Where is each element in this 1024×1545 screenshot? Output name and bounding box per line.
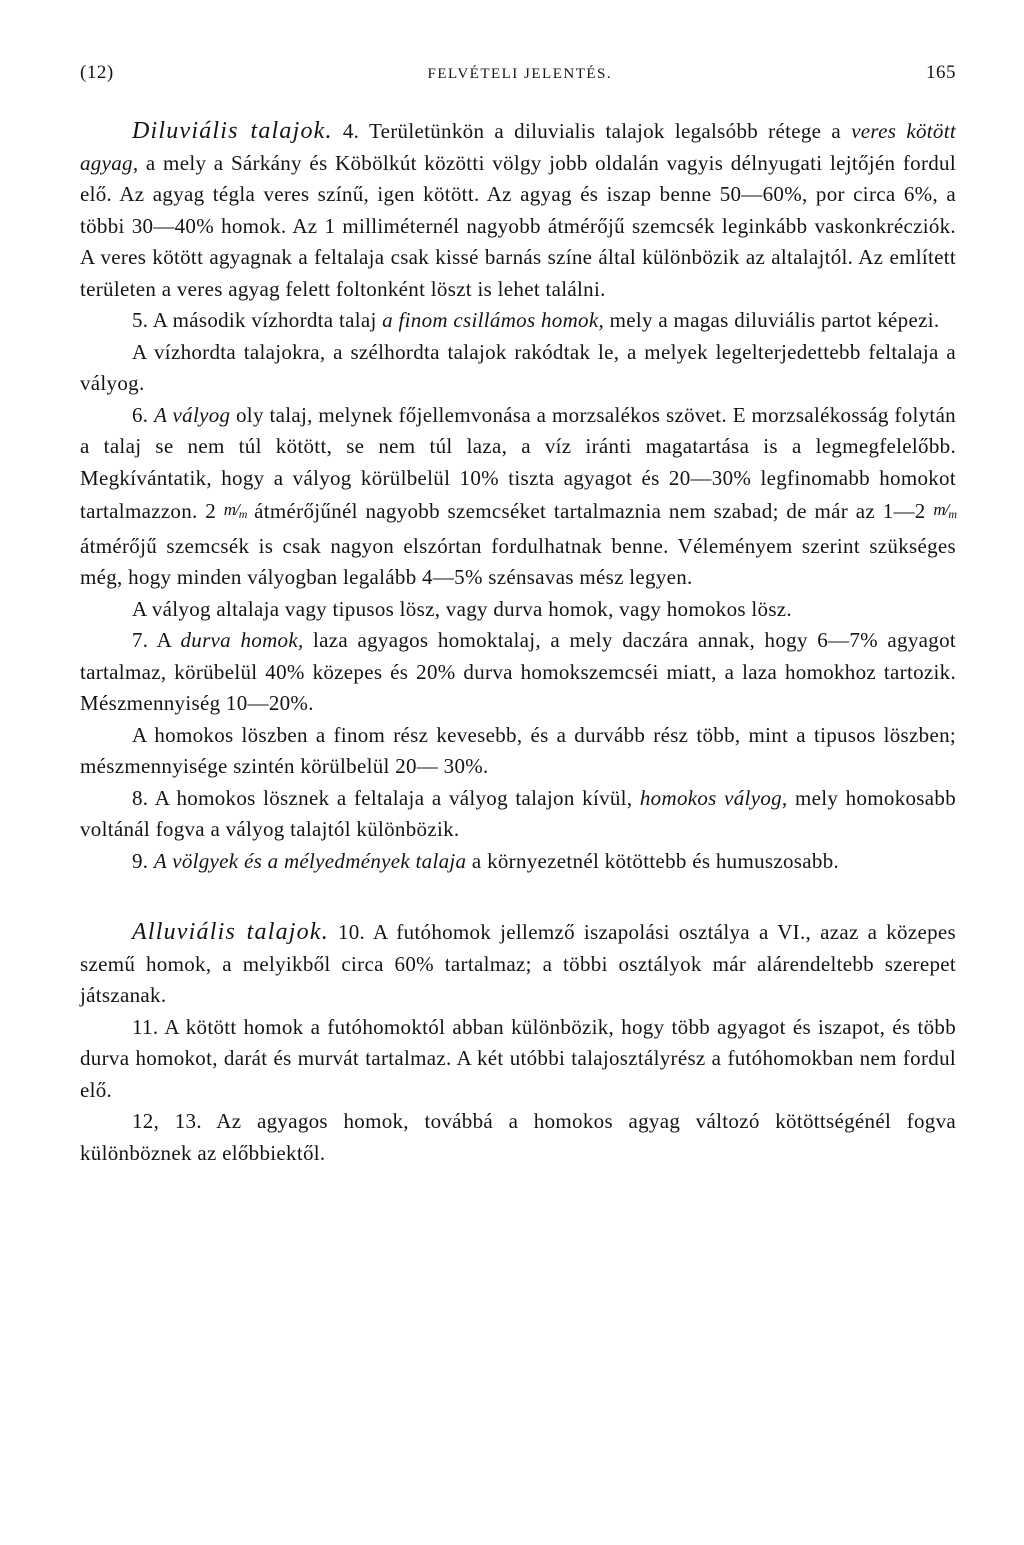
body-text xyxy=(80,116,956,1169)
paragraph-text: A vályog altalaja vagy tipusos lösz, vagy durva homok, vagy homokos lösz. xyxy=(132,596,792,621)
section-heading-alluvial: Alluviális talajok. xyxy=(132,919,329,945)
paragraph-7 xyxy=(80,625,956,720)
paragraph-text: 12, 13. Az agyagos homok, továbbá a homokos agyag változó kötöttségénél fogva különböznek az előbbiektől. xyxy=(80,1109,956,1165)
paragraph-9 xyxy=(80,846,956,878)
paragraph-text: 5. A második vízhordta talaj xyxy=(132,308,383,332)
paragraph-text: átmérőjűnél nagyobb szemcséket tartalmaznia nem szabad; de már az 1—2 xyxy=(246,499,934,523)
paragraph-text: laza agyagos homoktalaj, a mely daczára annak, hogy 6—7% agyagot tartalmaz, körübelül 40% közepes és 20% durva homokszemcséi miatt, a laza homokhoz tartozik. Mészmennyiség 10—20%. xyxy=(80,628,956,715)
paragraph-text: A vízhordta talajokra, a szélhordta talajok rakódtak le, a melyek legelterjedettebb feltalaja a vályog. xyxy=(80,339,956,395)
paragraph-text: 11. A kötött homok a futóhomoktól abban különbözik, hogy több agyagot és iszapot, és több durva homokot, darát és murvát tartalmaz. A két utóbbi talajosztályrész a futóhomokban nem fordul elő. xyxy=(80,1014,956,1102)
running-header xyxy=(80,62,956,84)
unit-denominator: m xyxy=(948,507,956,521)
paragraph-text: átmérőjű szemcsék is csak nagyon elszórtan fordulhatnak benne. Véleményem szerint szükséges még, hogy minden vályogban legalább 4—5% szénsavas mész legyen. xyxy=(80,533,956,589)
paragraph-text: 9. xyxy=(132,848,154,873)
emphasis-text: A völgyek és a mélyedmények talaja xyxy=(153,848,467,873)
emphasis-text: veres kötött agyag, xyxy=(80,119,956,175)
paragraph-sandy-loess xyxy=(80,720,956,783)
unit-denominator: m xyxy=(238,507,247,521)
paragraph-wind-deposits xyxy=(80,337,956,400)
header-page-ref: (12) xyxy=(80,62,114,83)
unit-fraction-mm: $m/_m$ xyxy=(933,500,956,521)
paragraph-text: a mely a Sárkány és Köbölkút közötti völgy jobb oldalán vagyis délnyugati lejtőjén fordul elő. Az agyag tégla veres színű, igen kötött. Az agyag és iszap benne 50—60%, por circa 6%, a többi 30—40% homok. Az 1 milliméternél nagyobb átmérőjű szemcsék leginkább vaskonkrécziók. A veres kötött agyagnak a feltalaja csak kissé barnás színe által különbözik az altalajtól. Az említett területen a veres agyag felett foltonként löszt is lehet találni. xyxy=(80,150,956,301)
paragraph-text: 4. Területünkön a diluvialis talajok legalsóbb rétege a xyxy=(332,119,852,143)
paragraph-6 xyxy=(80,400,956,594)
emphasis-text: A vályog xyxy=(154,402,231,427)
paragraph-12-13 xyxy=(80,1106,956,1169)
emphasis-text: a finom csillámos homok, xyxy=(382,308,605,332)
unit-fraction-mm: $m/_m$ xyxy=(223,500,247,521)
paragraph-8 xyxy=(80,783,956,846)
paragraph-10 xyxy=(80,917,956,1012)
paragraph-text: oly talaj, melynek főjellemvonása a morzsalékos szövet. E morzsalékosság folytán a talaj se nem túl kötött, se nem túl laza, a víz iránti magatartása is a legmegfelelőbb. Megkívántatik, hogy a vályog körülbelül 10% tiszta agyagot és 20—30% legfinomabb homokot tartalmazzon. 2 xyxy=(80,402,956,523)
header-title: FELVÉTELI JELENTÉS. xyxy=(427,66,613,82)
unit-numerator: m xyxy=(933,500,945,519)
paragraph-11 xyxy=(80,1012,956,1107)
paragraph-subsoil xyxy=(80,594,956,626)
emphasis-text: homokos vályog, xyxy=(639,785,788,810)
header-page-number: 165 xyxy=(926,62,956,83)
paragraph-text: 6. xyxy=(132,402,155,427)
paragraph-4 xyxy=(80,116,956,305)
emphasis-text: durva homok, xyxy=(180,628,304,652)
paragraph-text: mely a magas diluviális partot képezi. xyxy=(604,308,940,332)
paragraph-5 xyxy=(80,305,956,337)
paragraph-text: a környezetnél kötöttebb és humuszosabb. xyxy=(466,848,840,873)
unit-numerator: m xyxy=(223,500,236,519)
paragraph-text: 8. A homokos lösznek a feltalaja a vályog talajon kívül, xyxy=(132,785,640,810)
paragraph-text: 10. A futóhomok jellemző iszapolási osztálya a VI., azaz a közepes szemű homok, a melyikből circa 60% tartalmaz; a többi osztályok már alárendeltebb szerepet játszanak. xyxy=(80,920,956,1007)
paragraph-text: 7. A xyxy=(132,628,181,652)
paragraph-text: mely homokosabb voltánál fogva a vályog talajtól különbözik. xyxy=(80,785,956,841)
section-heading-diluvial: Diluviális talajok. xyxy=(132,118,333,144)
paragraph-text: A homokos löszben a finom rész kevesebb, és a durvább rész több, mint a tipusos löszben; mészmennyisége szintén körülbelül 20— 30%. xyxy=(80,722,956,778)
